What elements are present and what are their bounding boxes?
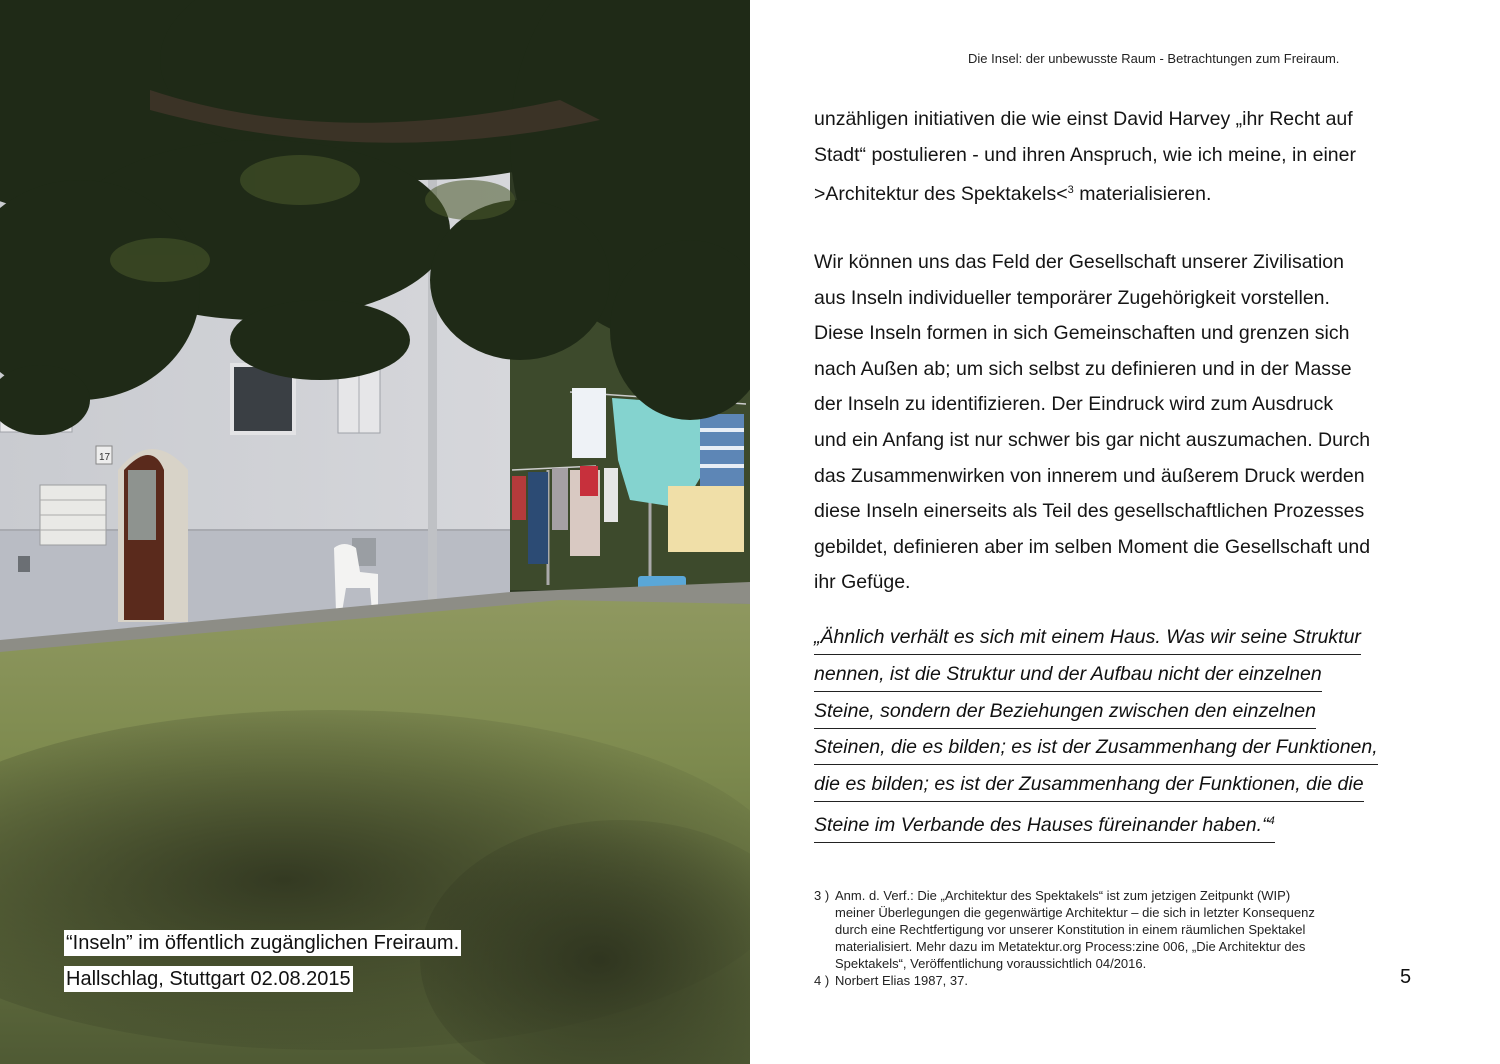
- paragraph-2-line: und ein Anfang ist nur schwer bis gar nicht auszumachen. Durch: [814, 428, 1371, 451]
- footnotes: [814, 887, 1374, 989]
- footnote-ref-3: 3: [1067, 184, 1074, 197]
- footnote-line: Norbert Elias 1987, 37.: [835, 973, 968, 988]
- caption-line-title: “Inseln” im öffentlich zugänglichen Freiraum.: [66, 932, 460, 954]
- footnote-number: 4 ): [814, 973, 830, 988]
- footnote-number: 3 ): [814, 888, 830, 903]
- footnote-3: [814, 887, 1374, 972]
- quote-line: Steine, sondern der Beziehungen zwischen den einzelnen: [814, 694, 1316, 729]
- quote-line-text: Steine im Verbande des Hauses füreinander haben.“: [814, 813, 1269, 836]
- page-number: 5: [1400, 966, 1412, 988]
- footnote-line: meiner Überlegungen die gegenwärtige Architektur – die sich in letzter Konsequenz: [835, 905, 1315, 920]
- paragraph-2-line: aus Inseln individueller temporärer Zugehörigkeit vorstellen.: [814, 286, 1330, 309]
- paragraph-2-line: das Zusammenwirken von innerem und äußerem Druck werden: [814, 464, 1365, 487]
- paragraph-2-line: diese Inseln einerseits als Teil des gesellschaftlichen Prozesses: [814, 500, 1365, 523]
- caption-line-place-date: Hallschlag, Stuttgart 02.08.2015: [66, 968, 351, 990]
- quote-line: die es bilden; es ist der Zusammenhang der Funktionen, die die: [814, 767, 1364, 802]
- paragraph-2-line: der Inseln zu identifizieren. Der Eindruck wird zum Ausdruck: [814, 393, 1334, 416]
- paragraph-2-line: gebildet, definieren aber im selben Moment die Gesellschaft und: [814, 535, 1371, 558]
- quote-line: „Ähnlich verhält es sich mit einem Haus. Was wir seine Struktur: [814, 620, 1361, 655]
- quote-line: Steinen, die es bilden; es ist der Zusammenhang der Funktionen,: [814, 730, 1378, 765]
- paragraph-2-line: ihr Gefüge.: [814, 571, 911, 594]
- footnote-line: Anm. d. Verf.: Die „Architektur des Spektakels“ ist zum jetzigen Zeitpunkt (WIP): [835, 888, 1291, 903]
- tree-canopy: [0, 0, 750, 435]
- footnote-line: durch eine Rechtfertigung vor unserer Konstitution in einem räumlichen Spektakel: [835, 922, 1306, 937]
- paragraph-2-line: Wir können uns das Feld der Gesellschaft unserer Zivilisation: [814, 251, 1344, 273]
- paragraph-1-line: unzähligen initiativen die wie einst David Harvey „ihr Recht auf: [814, 108, 1353, 130]
- text-page: [750, 0, 1500, 1064]
- footnote-line: materialisiert. Mehr dazu im Metatektur.org Process:zine 006, „Die Architektur des: [835, 939, 1306, 954]
- paragraph-1-line: Stadt“ postulieren - und ihren Anspruch, wie ich meine, in einer: [814, 143, 1356, 166]
- house-number: 17: [99, 452, 111, 463]
- footnote-ref-4: 4: [1268, 814, 1275, 827]
- elias-quote: [814, 620, 1454, 845]
- quote-line: nennen, ist die Struktur und der Aufbau nicht der einzelnen: [814, 657, 1322, 692]
- paragraph-2-line: nach Außen ab; um sich selbst zu definieren und in der Masse: [814, 357, 1352, 380]
- photo-caption: [64, 930, 461, 1002]
- footnote-line: Spektakels“, Veröffentlichung voraussichtlich 04/2016.: [835, 956, 1147, 971]
- quote-line-last: [814, 804, 1275, 843]
- spectacle-term: >Architektur des Spektakels<: [814, 183, 1068, 206]
- running-header: Die Insel: der unbewusste Raum - Betrachtungen zum Freiraum.: [968, 51, 1340, 66]
- paragraph-1-tail: materialisieren.: [1079, 183, 1212, 206]
- paragraph-1-line: [814, 173, 1454, 213]
- footnote-4: [814, 972, 1374, 989]
- paragraph-2-line: Diese Inseln formen in sich Gemeinschaften und grenzen sich: [814, 322, 1350, 345]
- paragraph-2: [814, 245, 1454, 601]
- paragraph-1: [814, 102, 1454, 213]
